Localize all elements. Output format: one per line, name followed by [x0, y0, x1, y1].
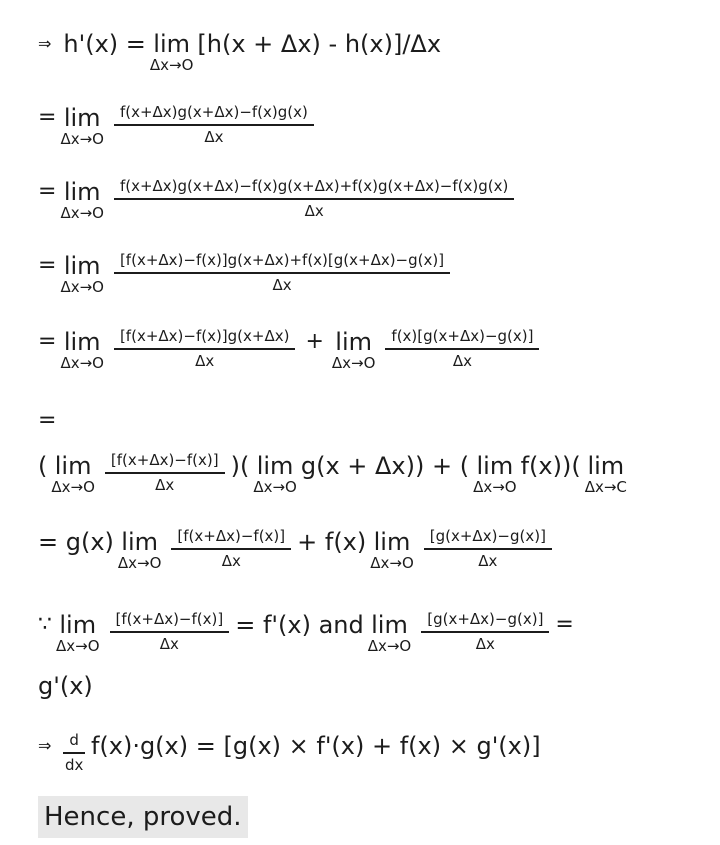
implies-arrow: ⇒ — [38, 34, 52, 53]
denominator: Δx — [204, 127, 224, 146]
denominator: Δx — [155, 475, 175, 494]
product-rule-result-line — [38, 726, 541, 776]
fraction — [114, 172, 514, 222]
denominator: Δx — [452, 351, 473, 370]
lim-subscript: Δx→O — [60, 204, 104, 222]
lim-word: lim — [121, 528, 159, 556]
difference-quotient: [h(x + Δx) - h(x)]/Δx — [197, 30, 442, 58]
add-subtract-line — [38, 172, 520, 222]
lim-subscript: Δx→O — [370, 554, 414, 572]
lim-subscript: Δx→O — [367, 637, 412, 655]
lim-subscript: Δx→O — [56, 637, 100, 655]
lim-subscript: Δx→O — [473, 478, 517, 496]
lim-word: lim — [63, 328, 101, 356]
limit-evaluation-line — [38, 522, 558, 572]
lim-word: lim — [54, 452, 92, 480]
d-numerator: d — [69, 731, 79, 749]
g-prime-text: g'(x) — [38, 672, 93, 700]
product-rule-expression: f(x)·g(x) = [g(x) × f'(x) + f(x) × g'(x)] — [90, 732, 541, 760]
g-of-x-coefficient: = g(x) — [38, 528, 114, 556]
lim-subscript: Δx→O — [149, 56, 194, 74]
denominator: Δx — [475, 634, 495, 653]
lim-word: lim — [153, 30, 190, 58]
lim-subscript: Δx→O — [51, 478, 95, 496]
fraction-first — [114, 322, 296, 372]
fraction-first — [110, 605, 230, 655]
lim-subscript: Δx→O — [331, 354, 376, 372]
fraction — [114, 246, 450, 296]
conclusion-text: Hence, proved. — [38, 796, 248, 838]
f-limit-term: f(x))( — [520, 452, 581, 480]
open-paren: ( — [38, 452, 48, 480]
h-prime-lhs: h'(x) = — [63, 30, 146, 58]
lim-word: lim — [63, 104, 101, 132]
lim-word: lim — [587, 452, 625, 480]
fraction-second — [421, 605, 549, 655]
g-prime-line — [38, 666, 93, 706]
equals-sign: = — [38, 179, 57, 204]
split-limits-line — [38, 322, 545, 372]
limit-operator — [56, 605, 100, 653]
equals-line — [38, 401, 56, 441]
lim-word: lim — [63, 178, 101, 206]
limit-operator — [60, 98, 104, 146]
implies-arrow: ⇒ — [38, 736, 52, 755]
plus-sign: + — [305, 329, 324, 354]
dx-denominator: dx — [64, 755, 84, 774]
equals-sign: = — [555, 612, 574, 637]
equals-sign: = — [38, 329, 57, 354]
denominator: Δx — [221, 551, 241, 570]
numerator: [g(x+Δx)−g(x)] — [429, 527, 546, 545]
numerator: [f(x+Δx)−f(x)] — [110, 451, 219, 469]
denominator: Δx — [478, 551, 498, 570]
lim-subscript: Δx→O — [60, 354, 104, 372]
limit-operator — [368, 605, 412, 653]
limit-operator — [332, 322, 376, 370]
lim-word: lim — [256, 452, 294, 480]
numerator: f(x)[g(x+Δx)−g(x)] — [391, 327, 534, 345]
denominator: Δx — [195, 351, 215, 370]
numerator: [f(x+Δx)−f(x)]g(x+Δx) — [119, 327, 290, 345]
limit-operator — [150, 24, 194, 72]
because-symbol: ∵ — [38, 612, 52, 637]
fraction — [105, 446, 225, 496]
limit-operator — [118, 522, 162, 570]
lim-word: lim — [335, 328, 373, 356]
fraction-first — [171, 522, 291, 572]
close-open-paren: )( — [230, 452, 250, 480]
numerator: [f(x+Δx)−f(x)] — [115, 610, 224, 628]
limit-operator — [51, 446, 95, 494]
g-limit-term: g(x + Δx)) + ( — [300, 452, 470, 480]
denominator: Δx — [304, 201, 324, 220]
denominator: Δx — [159, 634, 179, 653]
denominator: Δx — [272, 275, 292, 294]
f-prime-and: = f'(x) and — [235, 611, 364, 639]
lim-subscript: Δx→O — [117, 554, 162, 572]
factored-line — [38, 246, 456, 296]
limit-operator — [253, 446, 297, 494]
d-dx-operator — [63, 726, 85, 776]
product-of-limits-line — [38, 446, 682, 496]
limit-operator — [370, 522, 414, 570]
limit-operator — [473, 446, 517, 494]
lim-subscript: Δx→O — [60, 130, 104, 148]
since-derivatives-line — [38, 605, 574, 655]
lim-word: lim — [371, 611, 408, 639]
equals-sign: = — [38, 408, 57, 433]
equals-sign: = — [38, 253, 57, 278]
equals-sign: = — [38, 105, 57, 130]
limit-operator-cut — [585, 446, 627, 494]
numerator: f(x+Δx)g(x+Δx)−f(x)g(x+Δx)+f(x)g(x+Δx)−f(x)g(x) — [119, 177, 509, 195]
lim-subscript-cut: Δx→C — [584, 478, 627, 496]
lim-subscript: Δx→O — [253, 478, 297, 496]
lim-word: lim — [59, 611, 97, 639]
lim-word: lim — [63, 252, 101, 280]
derivative-definition-line — [38, 24, 441, 72]
limit-operator — [60, 322, 104, 370]
limit-operator — [60, 246, 104, 294]
fraction-second — [424, 522, 552, 572]
numerator: [g(x+Δx)−g(x)] — [427, 610, 544, 628]
fraction-second — [385, 322, 539, 372]
product-expansion-line — [38, 98, 320, 148]
lim-subscript: Δx→O — [60, 278, 104, 296]
numerator: f(x+Δx)g(x+Δx)−f(x)g(x) — [119, 103, 308, 121]
numerator: [f(x+Δx)−f(x)] — [177, 527, 286, 545]
plus-f-of-x: + f(x) — [297, 528, 367, 556]
numerator: [f(x+Δx)−f(x)]g(x+Δx)+f(x)[g(x+Δx)−g(x)] — [119, 251, 445, 269]
fraction — [114, 98, 314, 148]
limit-operator — [60, 172, 104, 220]
lim-word: lim — [476, 452, 514, 480]
lim-word: lim — [373, 528, 411, 556]
